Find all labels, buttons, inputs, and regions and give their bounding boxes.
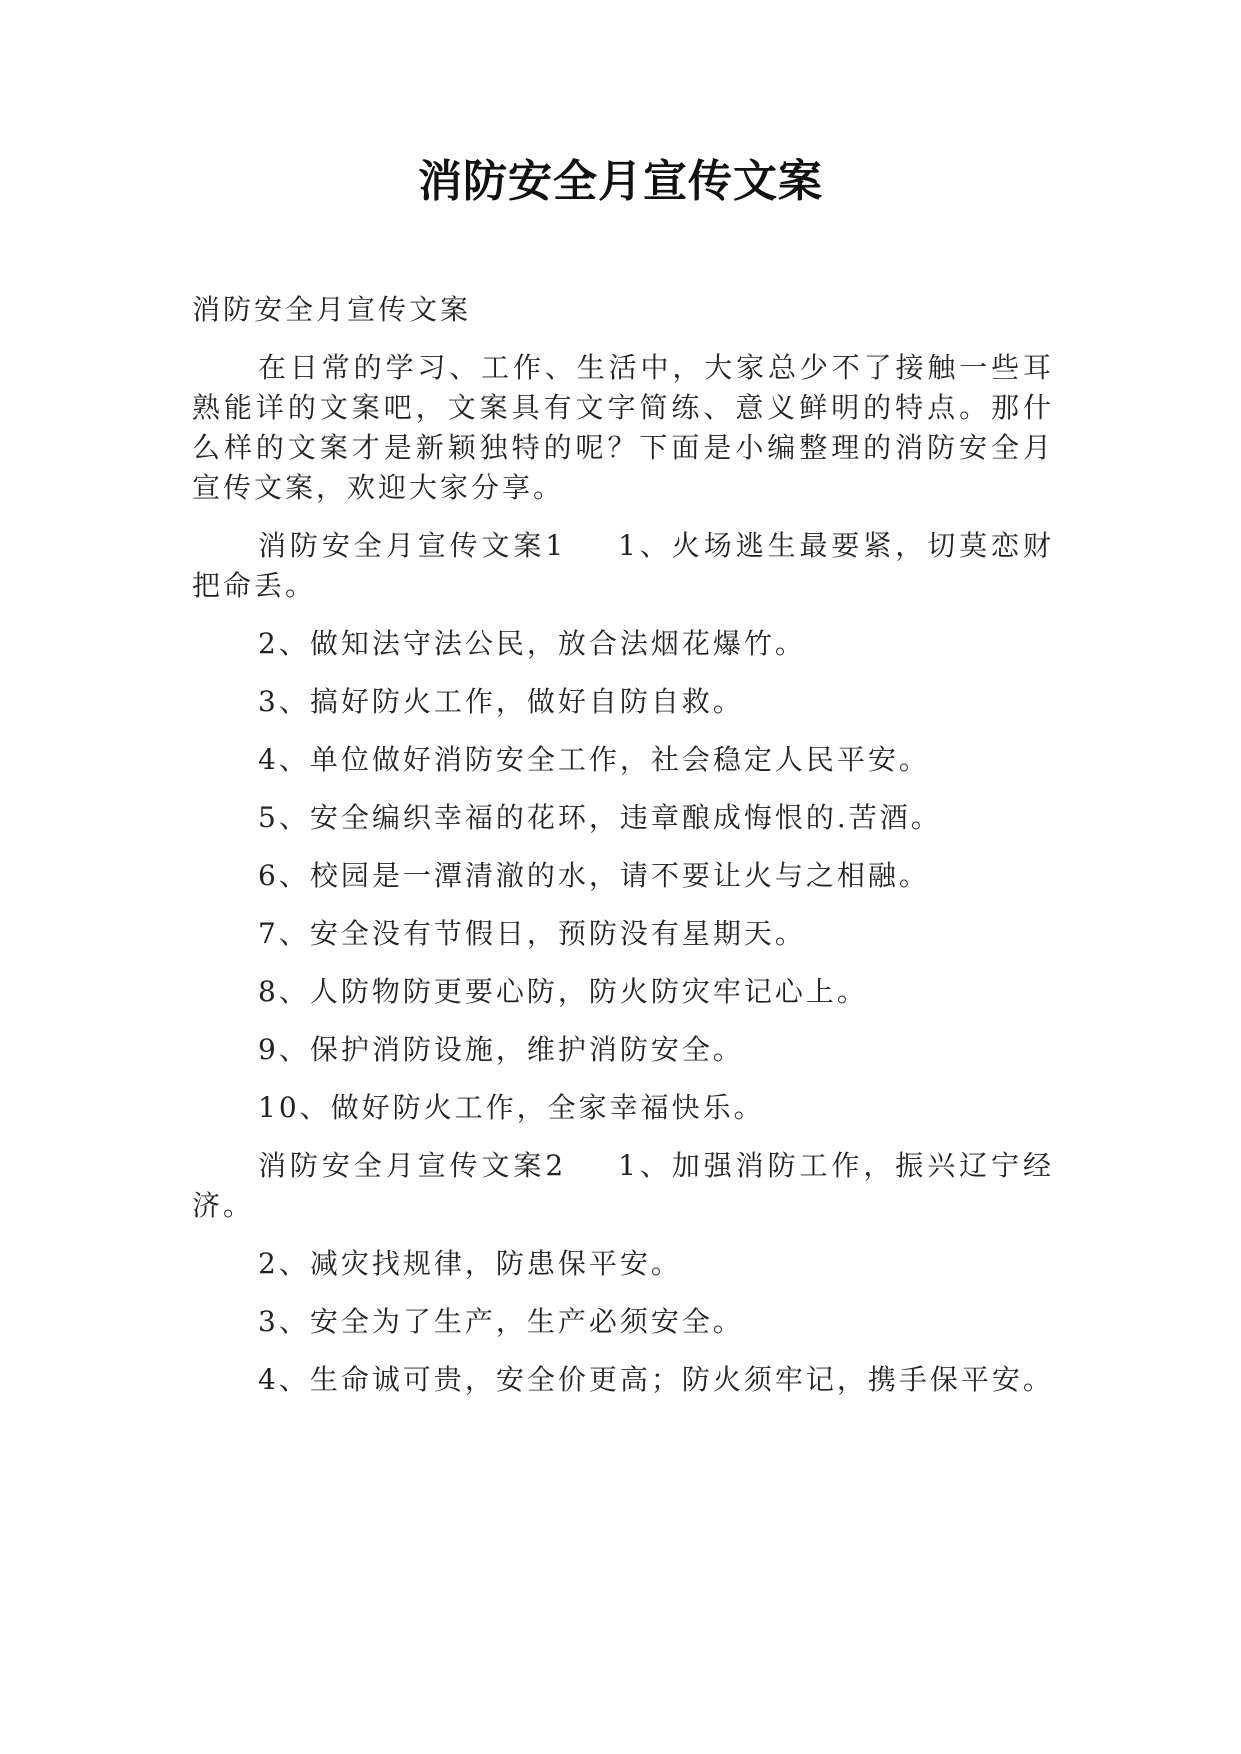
section-1-item-6: 6、校园是一潭清澈的水，请不要让火与之相融。: [258, 859, 930, 892]
section-2-item-4: 4、生命诚可贵，安全价更高；防火须牢记，携手保平安。: [258, 1363, 1054, 1396]
section-1-item-8: 8、人防物防更要心防，防火防灾牢记心上。: [258, 975, 868, 1008]
section-2-item-2: 2、减灾找规律，防患保平安。: [258, 1247, 682, 1280]
section-1-item-3: 3、搞好防火工作，做好自防自救。: [258, 685, 744, 718]
document-subtitle: 消防安全月宣传文案: [192, 293, 472, 326]
section-1-item-4: 4、单位做好消防安全工作，社会稳定人民平安。: [258, 743, 930, 776]
section-2-heading: 消防安全月宣传文案2: [258, 1149, 567, 1182]
section-1-item-5: 5、安全编织幸福的花环，违章酿成悔恨的.苦酒。: [258, 801, 942, 834]
document-body: [192, 290, 1054, 1418]
section-1-heading: 消防安全月宣传文案1: [258, 529, 567, 562]
section-2-item-1: 1、加强消防工作，振兴辽宁经济。: [192, 1149, 1054, 1222]
section-1-item-2: 2、做知法守法公民，放合法烟花爆竹。: [258, 627, 806, 660]
section-2-item-3: 3、安全为了生产，生产必须安全。: [258, 1305, 744, 1338]
section-1-item-1: 1、火场逃生最要紧，切莫恋财把命丢。: [192, 529, 1054, 602]
section-2-first-paragraph: [192, 1146, 1054, 1226]
section-1-item-7: 7、安全没有节假日，预防没有星期天。: [258, 917, 806, 950]
document-title: 消防安全月宣传文案: [418, 156, 823, 207]
section-1-item-10: 10、做好防火工作，全家幸福快乐。: [258, 1091, 765, 1124]
intro-paragraph: 在日常的学习、工作、生活中，大家总少不了接触一些耳熟能详的文案吧，文案具有文字简练、意义鲜明的特点。那什么样的文案才是新颖独特的呢？下面是小编整理的消防安全月宣传文案，欢迎大家分享。: [192, 351, 1054, 504]
section-1-first-paragraph: [192, 526, 1054, 606]
section-1-item-9: 9、保护消防设施，维护消防安全。: [258, 1033, 744, 1066]
